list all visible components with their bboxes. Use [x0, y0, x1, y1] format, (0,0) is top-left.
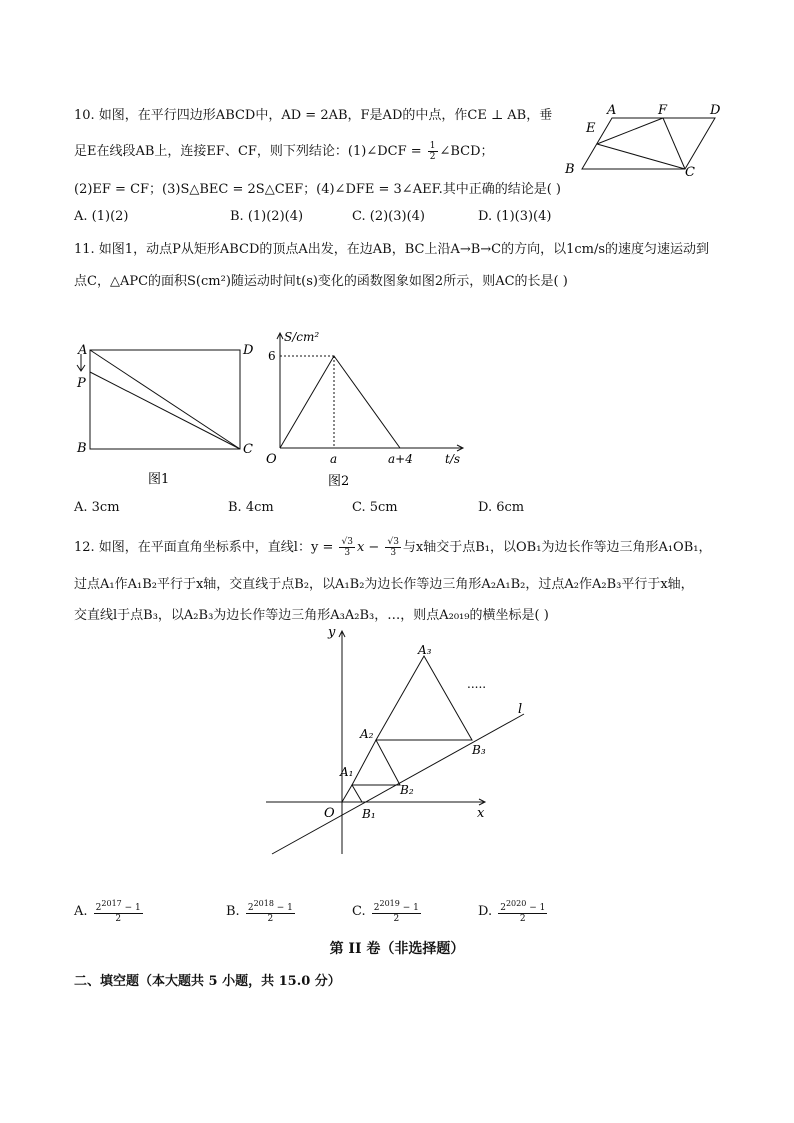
- label-b1: B₁: [362, 807, 376, 821]
- q12-option-d[interactable]: [478, 899, 549, 924]
- q12-line1: 12. 如图，在平面直角坐标系中，直线l：y = $\frac{√3}{3}$ x − $\frac{√3}{3}$ 与x轴交于点B₁，以OB₁为边长作等边三角形A₁OB₁，: [74, 537, 712, 558]
- q10-option-d[interactable]: D. (1)(3)(4): [478, 209, 552, 224]
- q10-half-fraction: $\frac{1}{2}$: [429, 141, 436, 162]
- q11-graph-figure: [262, 326, 472, 488]
- q11-option-a[interactable]: A. 3cm: [74, 500, 120, 515]
- q10-line2-pre: 足E在线段AB上，连接EF、CF，则下列结论：(1)∠DCF =: [74, 144, 426, 159]
- option-letter: B.: [226, 904, 240, 919]
- q12-line2: 过点A₁作A₁B₂平行于x轴，交直线于点B₂，以A₁B₂为边长作等边三角形A₂A₁B₂，过点A₂作A₂B₃平行于x轴，: [74, 577, 694, 592]
- segment-pc: [90, 372, 240, 449]
- y-tick-6: 6: [268, 349, 276, 363]
- x-axis-label: x: [477, 806, 485, 821]
- line-l-label: l: [518, 702, 523, 717]
- fig2-caption: 图2: [328, 474, 350, 488]
- label-d: D: [710, 103, 721, 118]
- parallelogram-abcd: [582, 118, 715, 169]
- label-a: A: [607, 103, 617, 118]
- diagonal-ac: [90, 350, 240, 449]
- label-b2: B₂: [400, 783, 414, 797]
- q12-line3: 交直线l于点B₃，以A₂B₃为边长作等边三角形A₃A₂B₃，…，则点A₂₀₁₉的横坐标是( ): [74, 608, 549, 623]
- q12-option-c[interactable]: [352, 899, 423, 924]
- label-a1: A₁: [340, 765, 354, 779]
- label-b3: B₃: [472, 743, 486, 757]
- x-axis-label: t/s: [445, 452, 461, 466]
- label-p: P: [77, 376, 86, 391]
- q10-option-c[interactable]: C. (2)(3)(4): [352, 209, 425, 224]
- option-fraction: $\frac{2^{2019} - 1}{2}$: [373, 899, 419, 924]
- fig1-caption: 图1: [148, 472, 170, 486]
- option-fraction: $\frac{2^{2020} - 1}{2}$: [500, 899, 546, 924]
- origin-label: O: [324, 806, 335, 821]
- q10-parallelogram-figure: [560, 98, 730, 180]
- q12-coordinate-figure: [262, 618, 552, 860]
- segment-ef: [597, 118, 663, 144]
- label-b: B: [565, 162, 575, 177]
- q10-option-b[interactable]: B. (1)(2)(4): [230, 209, 304, 224]
- label-d: D: [243, 343, 254, 358]
- label-f: F: [658, 103, 668, 118]
- label-a3: A₃: [418, 643, 432, 657]
- triangle-a2-a1-b2: [352, 740, 400, 785]
- label-c: C: [243, 442, 253, 457]
- q12-x-var: x: [356, 540, 365, 555]
- q10-option-a[interactable]: A. (1)(2): [74, 209, 129, 224]
- q12-line1-post: 与x轴交于点B₁，以OB₁为边长作等边三角形A₁OB₁，: [402, 540, 712, 555]
- q10-line2-post: ∠BCD；: [439, 144, 494, 159]
- segment-cf: [663, 118, 685, 169]
- area-graph-line: [280, 356, 400, 448]
- y-axis-label: y: [328, 625, 336, 640]
- q12-line1-pre: 12. 如图，在平面直角坐标系中，直线l：y =: [74, 540, 338, 555]
- segment-ce: [597, 144, 685, 169]
- x-tick-a: a: [330, 452, 338, 466]
- option-fraction: $\frac{2^{2018} - 1}{2}$: [247, 899, 293, 924]
- option-letter: D.: [478, 904, 493, 919]
- fill-in-section-heading: 二、填空题（本大题共 5 小题，共 15.0 分）: [74, 974, 341, 989]
- q11-line2: 点C，△APC的面积S(cm²)随运动时间t(s)变化的函数图象如图2所示，则AC的长是( ): [74, 274, 568, 289]
- part2-title: 第 II 卷（非选择题）: [329, 941, 465, 957]
- label-a2: A₂: [360, 727, 374, 741]
- origin-label: O: [266, 452, 277, 467]
- q12-intercept-fraction: $\frac{√3}{3}$: [387, 537, 399, 558]
- triangle-a1-o-b1: [342, 785, 362, 802]
- label-a: A: [78, 343, 88, 358]
- q12-coef-fraction: $\frac{√3}{3}$: [341, 537, 353, 558]
- q11-line1: 11. 如图1，动点P从矩形ABCD的顶点A出发，在边AB，BC上沿A→B→C的方向，以1cm/s的速度匀速运动到: [74, 242, 710, 257]
- q12-option-a[interactable]: [74, 899, 145, 924]
- continuation-dots: .....: [467, 677, 487, 691]
- q11-option-c[interactable]: C. 5cm: [352, 500, 398, 515]
- line-l: [272, 714, 524, 854]
- x-tick-a-plus-4: a+4: [388, 452, 413, 466]
- triangle-a3-a2-b3: [376, 656, 472, 740]
- option-letter: C.: [352, 904, 366, 919]
- q10-line2: [74, 140, 494, 162]
- q10-line3: (2)EF = CF；(3)S△BEC = 2S△CEF；(4)∠DFE = 3∠AEF.其中正确的结论是( ): [74, 182, 561, 197]
- label-b: B: [77, 441, 87, 456]
- q11-rectangle-figure: [70, 336, 260, 486]
- q10-line1: 10. 如图，在平行四边形ABCD中，AD = 2AB，F是AD的中点，作CE ⊥ AB，垂: [74, 108, 553, 123]
- q12-option-b[interactable]: [226, 899, 297, 924]
- q11-option-d[interactable]: D. 6cm: [478, 500, 525, 515]
- label-c: C: [685, 165, 695, 180]
- y-axis-label: S/cm²: [284, 330, 320, 344]
- label-e: E: [586, 121, 596, 136]
- q11-option-b[interactable]: B. 4cm: [228, 500, 274, 515]
- option-letter: A.: [74, 904, 88, 919]
- option-fraction: $\frac{2^{2017} - 1}{2}$: [95, 899, 141, 924]
